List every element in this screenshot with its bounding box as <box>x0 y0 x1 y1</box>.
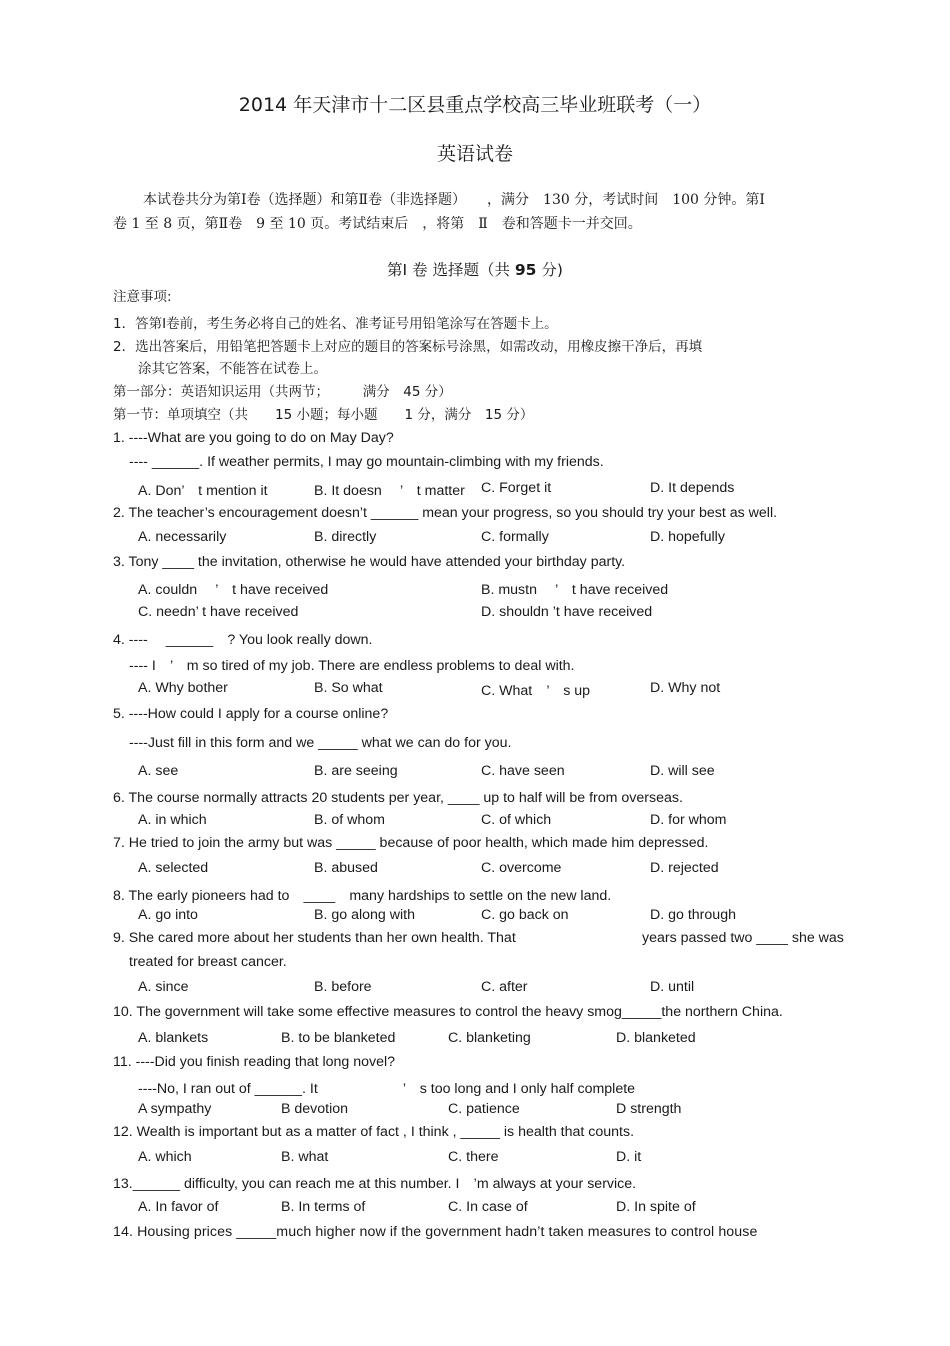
question-12-option-d[interactable]: D. it <box>616 1149 642 1165</box>
question-3-option-c[interactable]: C. needn’ t have received <box>138 604 299 620</box>
note-2: 2．选出答案后，用铅笔把答题卡上对应的题目的答案标号涂黑，如需改动，用橡皮擦干净后，再填 <box>113 339 703 355</box>
question-5-line-2: ----Just fill in this form and we _____ what we can do for you. <box>129 735 512 751</box>
question-8-option-d[interactable]: D. go through <box>650 907 736 923</box>
question-10-option-d[interactable]: D. blanketed <box>616 1030 696 1046</box>
question-7-option-a[interactable]: A. selected <box>138 860 209 876</box>
question-13-line-1: 13.______ difficulty, you can reach me at this number. I ’m always at your service. <box>113 1176 637 1192</box>
page-title: 2014 年天津市十二区县重点学校高三毕业班联考（一） <box>238 94 712 116</box>
question-7-option-c[interactable]: C. overcome <box>481 860 562 876</box>
question-11-line-1: 11. ----Did you finish reading that long novel? <box>113 1054 396 1070</box>
part-1-heading: 第一部分：英语知识运用（共两节； 满分 45 分） <box>113 384 452 400</box>
question-4-line-1: 4. ---- ______ ? You look really down. <box>113 632 373 648</box>
note-2-cont: 涂其它答案，不能答在试卷上。 <box>138 361 327 377</box>
question-10-option-b[interactable]: B. to be blanketed <box>281 1030 396 1046</box>
question-11-line-2: ----No, I ran out of ______. It ’ s too long and I only half complete <box>138 1081 636 1097</box>
question-9-line-2: treated for breast cancer. <box>129 954 287 970</box>
question-2-option-b[interactable]: B. directly <box>314 529 377 545</box>
question-12-option-a[interactable]: A. which <box>138 1149 192 1165</box>
question-2-line-1: 2. The teacher’s encouragement doesn’t ______ mean your progress, so you should try your best as well. <box>113 505 778 521</box>
question-12-option-c[interactable]: C. there <box>448 1149 499 1165</box>
page-subtitle: 英语试卷 <box>436 143 513 165</box>
section-title-num: 95 <box>514 261 537 279</box>
note-1: 1．答第Ⅰ卷前，考生务必将自己的姓名、准考证号用铅笔涂写在答题卡上。 <box>113 316 558 332</box>
question-1-line-2: ---- ______. If weather permits, I may go mountain-climbing with my friends. <box>129 454 604 470</box>
question-10-option-c[interactable]: C. blanketing <box>448 1030 531 1046</box>
question-6-line-1: 6. The course normally attracts 20 students per year, ____ up to half will be from overseas. <box>113 790 683 806</box>
section-title <box>0 258 950 280</box>
question-12-option-b[interactable]: B. what <box>281 1149 329 1165</box>
question-2-option-c[interactable]: C. formally <box>481 529 549 545</box>
question-8-option-b[interactable]: B. go along with <box>314 907 415 923</box>
question-5-option-b[interactable]: B. are seeing <box>314 763 398 779</box>
question-9-option-c[interactable]: C. after <box>481 979 528 995</box>
question-3-line-1: 3. Tony ____ the invitation, otherwise he would have attended your birthday party. <box>113 554 626 570</box>
question-6-option-c[interactable]: C. of which <box>481 812 552 828</box>
question-8-option-c[interactable]: C. go back on <box>481 907 569 923</box>
question-4-option-d[interactable]: D. Why not <box>650 680 721 696</box>
question-1-line-1: 1. ----What are you going to do on May Day? <box>113 430 394 446</box>
question-6-option-d[interactable]: D. for whom <box>650 812 727 828</box>
question-8-line-1: 8. The early pioneers had to ____ many hardships to settle on the new land. <box>113 888 612 904</box>
question-12-line-1: 12. Wealth is important but as a matter of fact , I think , _____ is health that counts. <box>113 1124 635 1140</box>
question-1-option-d[interactable]: D. It depends <box>650 480 735 496</box>
question-13-option-c[interactable]: C. In case of <box>448 1199 528 1215</box>
question-2-option-d[interactable]: D. hopefully <box>650 529 725 545</box>
question-1-option-c[interactable]: C. Forget it <box>481 480 552 496</box>
intro-line-1: 本试卷共分为第Ⅰ卷（选择题）和第Ⅱ卷（非选择题） ，满分 130 分，考试时间 100 分钟。第Ⅰ <box>143 192 765 208</box>
question-8-option-a[interactable]: A. go into <box>138 907 198 923</box>
notes-label: 注意事项: <box>113 289 172 305</box>
question-4-option-a[interactable]: A. Why bother <box>138 680 228 696</box>
question-9-option-d[interactable]: D. until <box>650 979 695 995</box>
question-4-line-2: ---- I ’ m so tired of my job. There are endless problems to deal with. <box>129 658 575 674</box>
question-4-option-b[interactable]: B. So what <box>314 680 383 696</box>
intro-line-2: 卷 1 至 8 页，第Ⅱ卷 9 至 10 页。考试结束后 ，将第 Ⅱ 卷和答题卡一并交回。 <box>113 216 642 232</box>
part-1-section-1-heading: 第一节：单项填空（共 15 小题；每小题 1 分，满分 15 分） <box>113 407 534 423</box>
question-13-option-d[interactable]: D. In spite of <box>616 1199 696 1215</box>
question-7-line-1: 7. He tried to join the army but was _____ because of poor health, which made him depressed. <box>113 835 709 851</box>
question-5-option-a[interactable]: A. see <box>138 763 179 779</box>
section-title-post: 分) <box>541 261 563 279</box>
question-11-option-b[interactable]: B devotion <box>281 1101 349 1117</box>
question-10-option-a[interactable]: A. blankets <box>138 1030 209 1046</box>
question-14-line-1: 14. Housing prices _____much higher now if the government hadn’t taken measures to control house <box>113 1224 758 1240</box>
question-4-option-c[interactable]: C. What ’ s up <box>481 683 591 699</box>
question-11-option-a[interactable]: A sympathy <box>138 1101 212 1117</box>
question-9-option-b[interactable]: B. before <box>314 979 372 995</box>
question-3-option-b[interactable]: B. mustn ’ t have received <box>481 582 669 598</box>
question-5-line-1: 5. ----How could I apply for a course online? <box>113 706 389 722</box>
question-9-option-a[interactable]: A. since <box>138 979 189 995</box>
question-2-option-a[interactable]: A. necessarily <box>138 529 227 545</box>
question-9-line-1: 9. She cared more about her students than her own health. That <box>113 930 516 946</box>
section-title-pre: 第Ⅰ 卷 选择题（共 <box>387 261 510 279</box>
question-9-line-1-end: years passed two ____ she was <box>642 930 844 946</box>
question-11-option-d[interactable]: D strength <box>616 1101 682 1117</box>
question-13-option-a[interactable]: A. In favor of <box>138 1199 219 1215</box>
question-1-option-a[interactable]: A. Don’ t mention it <box>138 483 268 499</box>
question-3-option-a[interactable]: A. couldn ’ t have received <box>138 582 329 598</box>
question-11-option-c[interactable]: C. patience <box>448 1101 520 1117</box>
question-7-option-b[interactable]: B. abused <box>314 860 378 876</box>
question-7-option-d[interactable]: D. rejected <box>650 860 719 876</box>
question-6-option-b[interactable]: B. of whom <box>314 812 385 828</box>
question-1-option-b[interactable]: B. It doesn ’ t matter <box>314 483 465 499</box>
question-6-option-a[interactable]: A. in which <box>138 812 207 828</box>
question-5-option-d[interactable]: D. will see <box>650 763 715 779</box>
question-13-option-b[interactable]: B. In terms of <box>281 1199 366 1215</box>
question-10-line-1: 10. The government will take some effective measures to control the heavy smog_____the northern China. <box>113 1004 783 1020</box>
question-5-option-c[interactable]: C. have seen <box>481 763 565 779</box>
question-3-option-d[interactable]: D. shouldn ’t have received <box>481 604 653 620</box>
